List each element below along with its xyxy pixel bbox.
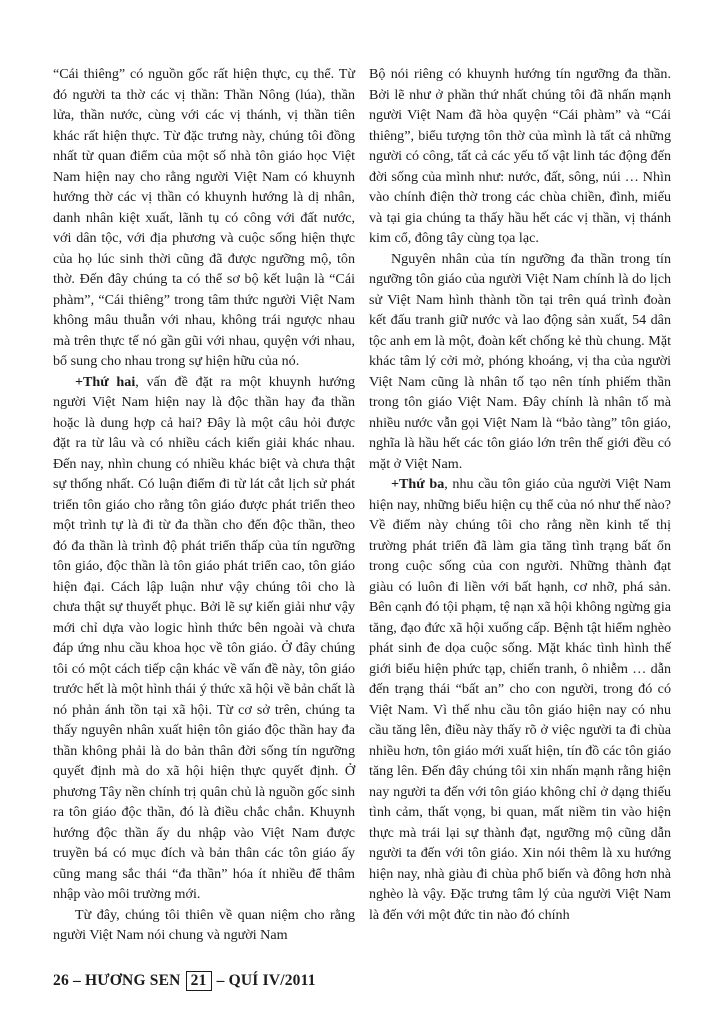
issue-number-box: 21 — [186, 971, 212, 991]
paragraph-text: , vấn đề đặt ra một khuynh hướng người Việt Nam hiện nay là độc thần hay đa thần hoặc là dung hợp cả hai? Đây là một câu hỏi được đặt ra từ lâu và có nhiều cách kiến giải khác nhau. Đến nay, nhìn chung có nhiều khác biệt và chưa thật sự thống nhất. Có luận điểm đi từ lát cắt lịch sử phát triển tôn giáo cho rằng tôn giáo được phát triển theo một trình tự là đi từ đa thần cho đến độc thần, theo đó đa thần là trình độ phát triển thấp của tín ngưỡng tôn giáo, độc thần là tôn giáo phát triển cao, tôn giáo hiện đại. Cách lập luận như vậy chúng tôi cho là chưa thật sự thuyết phục. Bởi lẽ sự kiến giải như vậy mới chỉ dựa vào logic hình thức bên ngoài và chưa đáp ứng nhu cầu khoa học về tôn giáo. Ở đây chúng tôi có một cách tiếp cận khác về vấn đề này, tôn giáo trước hết là một hình thái ý thức xã hội về bản chất là nó phản ánh tồn tại xã hội. Từ cơ sở trên, chúng ta thấy nguyên nhân xuất hiện tôn giáo độc thần hay đa thần không phải là do bản thân đời sống tín ngưỡng quyết định mà do xã hội hiện thực quyết định. Ở phương Tây nền chính trị quân chủ là nguồn gốc sinh ra tôn giáo độc thần, đó là điều chắc chắn. Khuynh hướng độc thần ấy du nhập vào Việt Nam được truyền bá có mục đích và bản thân các tôn giáo ấy cũng mang sắc thái “đa thần” hóa ít nhiều để thâm nhập vào môi trường mới. — [53, 373, 355, 902]
right-column — [369, 64, 671, 925]
paragraph — [369, 474, 671, 925]
paragraph: Bộ nói riêng có khuynh hướng tín ngưỡng đa thần. Bởi lẽ như ở phần thứ nhất chúng tôi đã nhấn mạnh người Việt Nam đã hòa quyện “Cái phàm” và “Cái thiêng”, biểu tượng tôn thờ của mình là tất cả những người có công, tất cả các yếu tố vật linh tác động đến đời sống của mình như: nước, đất, sông, núi … Nhìn vào chính điện thờ trong các chùa chiền, đình, miếu và tại gia chúng ta thấy hầu hết các vị thần, vị thánh kim cổ, đông tây cùng tọa lạc. — [369, 66, 671, 246]
magazine-name: – HƯƠNG SEN — [72, 972, 181, 989]
page-number: 26 — [53, 972, 69, 989]
paragraph: Nguyên nhân của tín ngưỡng đa thần trong tín ngưỡng tôn giáo của người Việt Nam chính là do lịch sử Việt Nam hình thành tồn tại trên quá trình đoàn kết đấu tranh giữ nước và lao động sản xuất, 54 dân tộc anh em là một, đoàn kết chống kẻ thù chung. Mặt khác tâm lý cởi mở, phóng khoáng, vị tha của người Việt Nam cũng là nhân tố tạo nên tính phiếm thần trong tôn giáo Việt Nam. Đây chính là nhân tố mà nhiều nước vẫn gọi Việt Nam là “bảo tàng” tôn giáo, nghĩa là hầu hết các tôn giáo lớn trên thế giới đều có mặt ở Việt Nam. — [369, 250, 671, 472]
paragraph — [53, 372, 355, 905]
section-lead: +Thứ ba — [391, 476, 445, 492]
section-lead: +Thứ hai — [75, 373, 136, 390]
paragraph: Từ đây, chúng tôi thiên về quan niệm cho rằng người Việt Nam nói chung và người Nam — [53, 906, 355, 943]
left-column — [53, 64, 355, 946]
paragraph-text: , nhu cầu tôn giáo của người Việt Nam hiện nay, những biểu hiện cụ thể của nó như thế nào? Về điểm này chúng tôi cho rằng nền kinh tế thị trường phát triển đã làm gia tăng tình trạng bất ổn trong cuộc sống của con người. Những thành đạt giàu có luôn đi liền với bất hạnh, cơ nhỡ, phá sản. Bên cạnh đó tội phạm, tệ nạn xã hội không ngừng gia tăng, đạo đức xã hội xuống cấp. Bệnh tật hiểm nghèo phát sinh đe dọa cuộc sống. Mặt khác tình hình thế giới biểu hiện phức tạp, chiến tranh, ô nhiễm … dẫn đến trạng thái “bất an” cho con người, trong đó có Việt Nam. Vì thế nhu cầu tôn giáo hiện nay có nhu cầu tăng lên, điều này thấy rõ ở việc người ta đi chùa nhiều hơn, tôn giáo mới xuất hiện, tín đồ các tôn giáo tăng lên. Đến đây chúng tôi xin nhấn mạnh rằng hiện nay người ta đến với tôn giáo không chỉ ở dạng thiếu tình cảm, thất vọng, bi quan, mất niềm tin vào hiện thực mà trái lại sự thành đạt, ngưỡng mộ cũng dẫn người ta đến với tôn giáo. Xin nói thêm là xu hướng hiện nay, nhà giàu đi chùa phổ biến và đông hơn nhà nghèo là vậy. Đặc trưng tâm lý của người Việt Nam là đến với một đức tin nào đó chính — [369, 476, 671, 923]
page-footer — [53, 971, 316, 991]
paragraph: “Cái thiêng” có nguồn gốc rất hiện thực, cụ thể. Từ đó người ta thờ các vị thần: Thần Nông (lúa), thần lửa, thần nước, cùng với các vị thánh, vị thần tiên khác rất hiện thực. Từ đặc trưng này, chúng tôi đồng nhất từ quan điểm của một số nhà tôn giáo học Việt Nam hiện nay cho rằng người Việt Nam có khuynh hướng thờ các vị thần có khuynh hướng là dị nhân, danh nhân kiệt xuất, lãnh tụ có công với đất nước, với dân tộc, với địa phương và cuộc sống hiện thực của họ lúc sinh thời cũng đã được ngưỡng mộ, tôn thờ. Đến đây chúng ta có thể sơ bộ kết luận là “Cái phàm”, “Cái thiêng” trong tâm thức người Việt Nam không mâu thuẫn với nhau, không trái ngược nhau mà trên thực tế nó gần gũi với nhau, quyện với nhau, bổ sung cho nhau trong sự hiện hữu của nó. — [53, 66, 355, 369]
issue-period: – QUÍ IV/2011 — [216, 972, 316, 989]
